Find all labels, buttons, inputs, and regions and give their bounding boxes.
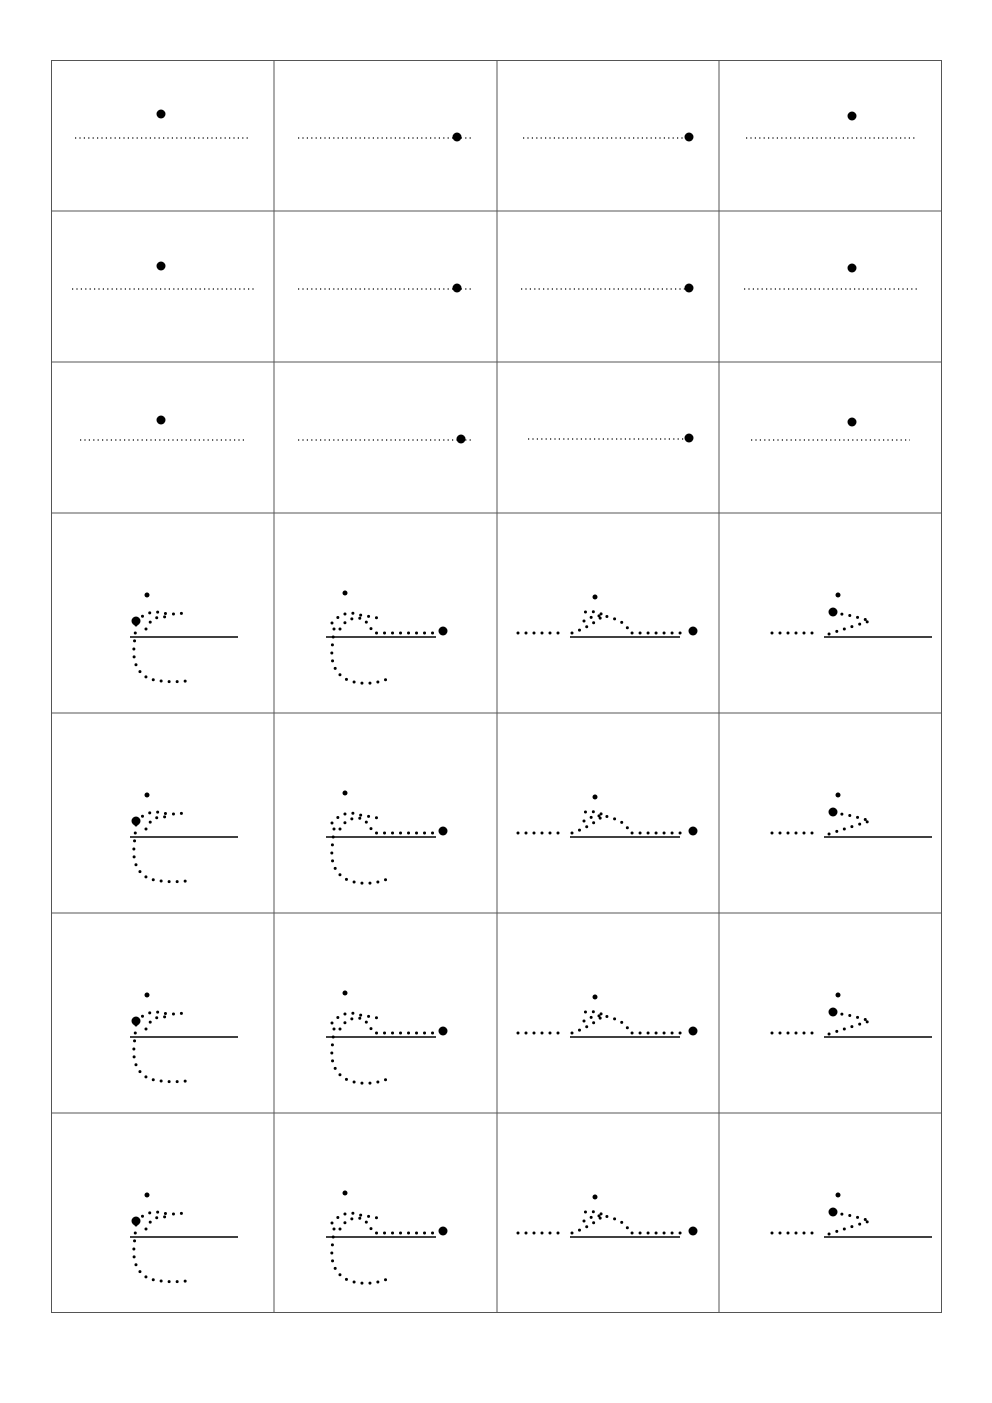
letter-start-dot: [132, 817, 141, 826]
letter-stroke-top: [136, 1212, 184, 1221]
letter-small-dot: [343, 591, 348, 596]
letter-stroke-join: [340, 618, 436, 633]
letter-start-dot: [132, 617, 141, 626]
letter-stroke-top: [136, 612, 184, 621]
letter-small-dot: [593, 1195, 598, 1200]
letter-stroke-join: [340, 818, 436, 833]
letter-end-dot: [689, 1027, 698, 1036]
letter-stroke-join: [340, 1018, 436, 1033]
letter-start-dot: [132, 1017, 141, 1026]
letter-start-dot: [829, 1008, 838, 1017]
letter-small-dot: [836, 1193, 841, 1198]
letter-small-dot: [145, 593, 150, 598]
letter-small-dot: [593, 995, 598, 1000]
letter-stroke-top: [136, 1012, 184, 1021]
letter-small-dot: [343, 991, 348, 996]
letter-end-dot: [689, 1227, 698, 1236]
letter-stroke-top: [136, 812, 184, 821]
letter-stroke-top: [332, 1013, 384, 1023]
letter-dot: [157, 110, 166, 119]
letter-stroke-inner: [146, 1017, 166, 1029]
letter-start-dot: [829, 808, 838, 817]
letter-stroke-inner: [146, 1217, 166, 1229]
letter-end-dot: [439, 827, 448, 836]
letter-dot: [157, 416, 166, 425]
letter-small-dot: [836, 593, 841, 598]
letter-dot: [157, 262, 166, 271]
letter-stroke-bowl: [134, 1025, 186, 1082]
letter-small-dot: [836, 993, 841, 998]
letter-small-dot: [343, 791, 348, 796]
letter-start-dot: [132, 1217, 141, 1226]
letter-end-dot: [689, 627, 698, 636]
letter-end-dot: [439, 1227, 448, 1236]
letter-start-dot: [829, 1208, 838, 1217]
letter-stroke-inner: [146, 817, 166, 829]
letter-stroke-bowl: [134, 1225, 186, 1282]
letter-end-dot: [439, 1027, 448, 1036]
letter-dot: [453, 284, 462, 293]
letter-stroke-bowl: [134, 625, 186, 682]
letter-stroke-bowl: [134, 825, 186, 882]
letter-stroke-inner: [146, 617, 166, 629]
letter-dot: [685, 284, 694, 293]
letter-small-dot: [145, 793, 150, 798]
letter-small-dot: [593, 595, 598, 600]
letter-dot: [457, 435, 466, 444]
letter-stroke-top: [332, 1213, 384, 1223]
letter-start-dot: [829, 608, 838, 617]
letter-dot: [848, 112, 857, 121]
letter-small-dot: [593, 795, 598, 800]
letter-stroke-join: [340, 1218, 436, 1233]
letter-end-dot: [689, 827, 698, 836]
letter-small-dot: [343, 1191, 348, 1196]
letter-dot: [685, 434, 694, 443]
letter-small-dot: [145, 1193, 150, 1198]
letter-dot: [685, 133, 694, 142]
letter-end-dot: [439, 627, 448, 636]
letter-small-dot: [836, 793, 841, 798]
letter-dot: [848, 264, 857, 273]
letter-dot: [848, 418, 857, 427]
letter-small-dot: [145, 993, 150, 998]
letter-stroke-top: [332, 813, 384, 823]
letter-dot: [453, 133, 462, 142]
letter-stroke-top: [332, 613, 384, 623]
